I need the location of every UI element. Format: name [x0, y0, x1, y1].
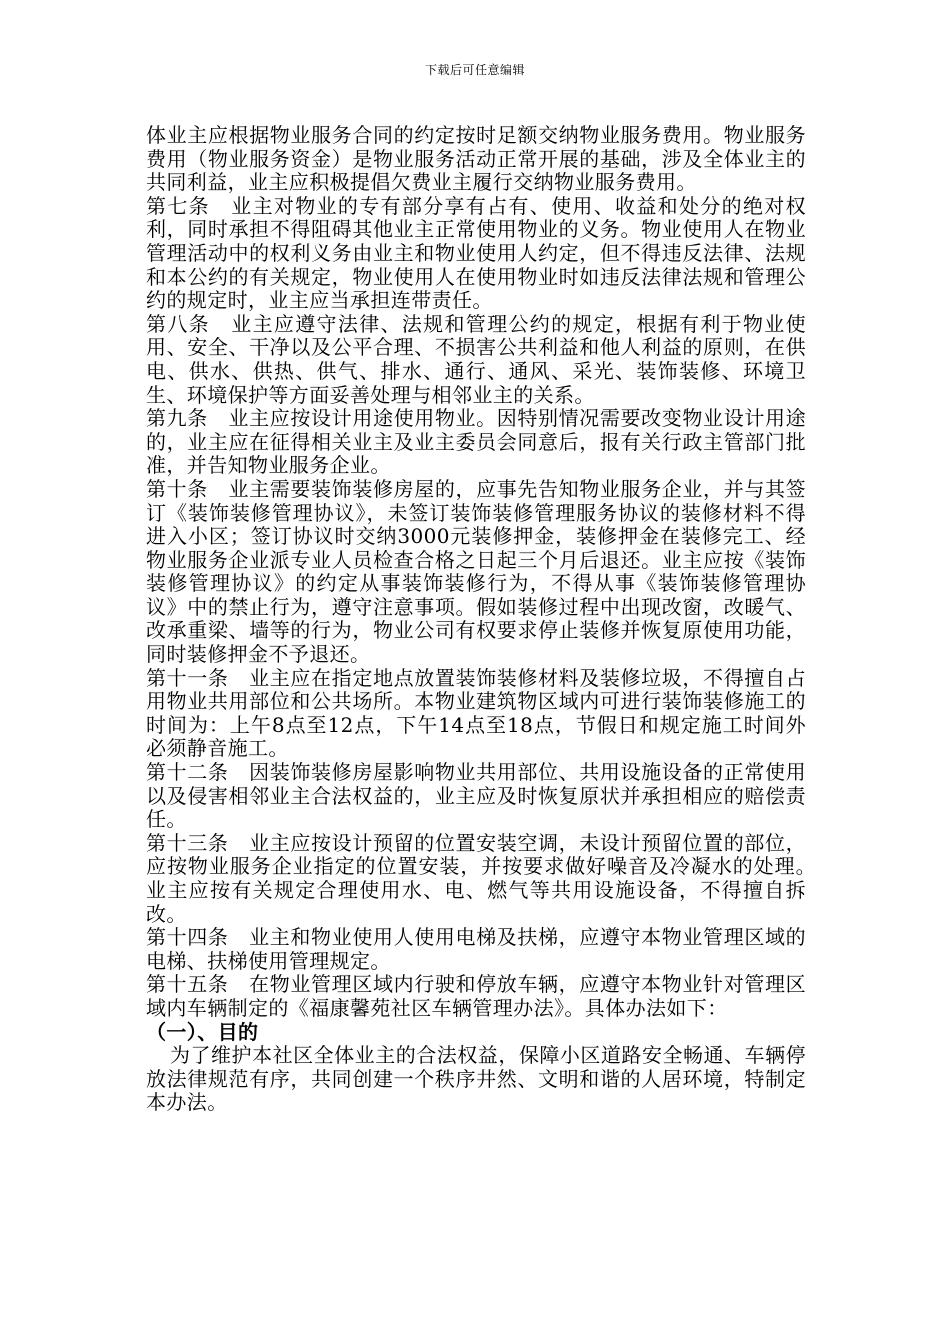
article-11: 第十一条 业主应在指定地点放置装饰装修材料及装修垃圾，不得擅自占用物业共用部位和公共场所。本物业建筑物区域内可进行装饰装修施工的时间为：上午8点至12点，下午14点至18点，节假日和规定施工时间外必须静音施工。	[146, 665, 806, 761]
section-heading-purpose: （一）、目的	[146, 1019, 259, 1044]
article-7: 第七条 业主对物业的专有部分享有占有、使用、收益和处分的绝对权利，同时承担不得阻碍其他业主正常使用物业的义务。物业使用人在物业管理活动中的权利义务由业主和物业使用人约定，但不得违反法律、法规和本公约的有关规定，物业使用人在使用物业时如违反法律法规和管理公约的规定时，业主应当承担连带责任。	[146, 193, 806, 313]
document-body	[146, 123, 827, 1115]
article-10: 第十条 业主需要装饰装修房屋的，应事先告知物业服务企业，并与其签订《装饰装修管理协议》，未签订装饰装修管理服务协议的装修材料不得进入小区；签订协议时交纳3000元装修押金，装修押金在装修完工、经物业服务企业派专业人员检查合格之日起三个月后退还。业主应按《装饰装修管理协议》的约定从事装饰装修行为，不得从事《装饰装修管理协议》中的禁止行为，遵守注意事项。假如装修过程中出现改窗，改暖气、改承重梁、墙等的行为，物业公司有权要求停止装修并恢复原使用功能，同时装修押金不予退还。	[146, 476, 806, 667]
article-8: 第八条 业主应遵守法律、法规和管理公约的规定，根据有利于物业使用、安全、干净以及公平合理、不损害公共利益和他人利益的原则，在供电、供水、供热、供气、排水、通行、通风、采光、装饰装修、环境卫生、环境保护等方面妥善处理与相邻业主的关系。	[146, 311, 806, 407]
section-body-purpose: 为了维护本社区全体业主的合法权益，保障小区道路安全畅通、车辆停放法律规范有序，共同创建一个秩序井然、文明和谐的人居环境，特制定本办法。	[146, 1043, 806, 1115]
article-12: 第十二条 因装饰装修房屋影响物业共用部位、共用设施设备的正常使用以及侵害相邻业主合法权益的，业主应及时恢复原状并承担相应的赔偿责任。	[146, 760, 806, 832]
page-header-note: 下载后可任意编辑	[424, 63, 525, 77]
article-15: 第十五条 在物业管理区域内行驶和停放车辆，应遵守本物业针对管理区域内车辆制定的《福康馨苑社区车辆管理办法》。具体办法如下：	[146, 972, 806, 1020]
article-13: 第十三条 业主应按设计预留的位置安装空调，未设计预留位置的部位，应按物业服务企业指定的位置安装，并按要求做好噪音及冷凝水的处理。 业主应按有关规定合理使用水、电、燃气等共用设施设备，不得擅自拆改。	[146, 830, 827, 926]
paragraph-fee-obligation: 体业主应根据物业服务合同的约定按时足额交纳物业服务费用。物业服务费用（物业服务资金）是物业服务活动正常开展的基础，涉及全体业主的共同利益，业主应积极提倡欠费业主履行交纳物业服务费用。	[146, 123, 806, 195]
article-14: 第十四条 业主和物业使用人使用电梯及扶梯，应遵守本物业管理区域的电梯、扶梯使用管理规定。	[146, 925, 806, 973]
article-9: 第九条 业主应按设计用途使用物业。因特别情况需要改变物业设计用途的，业主应在征得相关业主及业主委员会同意后，报有关行政主管部门批准，并告知物业服务企业。	[146, 406, 806, 478]
